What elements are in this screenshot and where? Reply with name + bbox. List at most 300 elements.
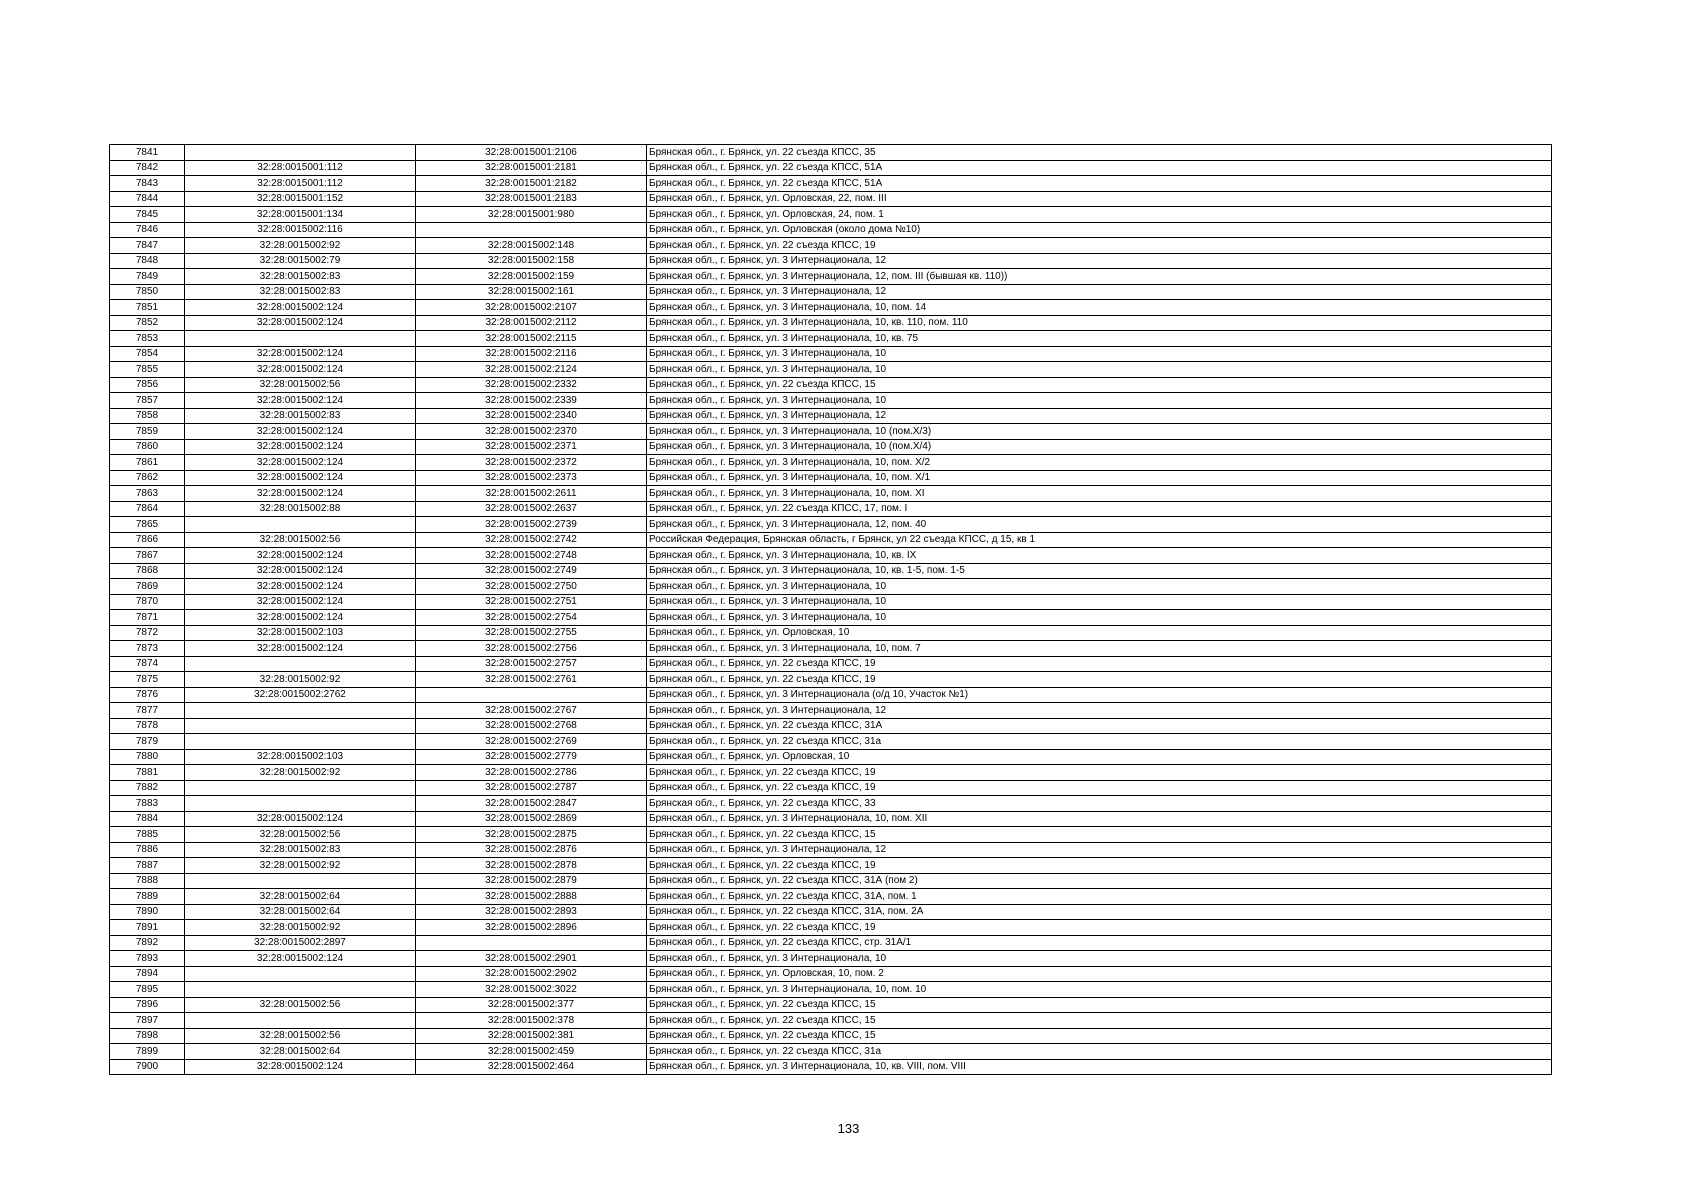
address-cell: Брянская обл., г. Брянск, ул. Орловская, 10: [647, 625, 1552, 641]
land-cadastral-number-cell: 32:28:0015002:124: [185, 346, 416, 362]
object-cadastral-number-cell: 32:28:0015002:2371: [416, 439, 647, 455]
object-cadastral-number-cell: 32:28:0015002:159: [416, 269, 647, 285]
table-row: [110, 811, 1552, 827]
address-cell: Брянская обл., г. Брянск, ул. 22 съезда КПСС, 33: [647, 796, 1552, 812]
object-cadastral-number-cell: 32:28:0015002:2751: [416, 594, 647, 610]
land-cadastral-number-cell: 32:28:0015002:124: [185, 610, 416, 626]
row-number-cell: 7845: [110, 207, 185, 223]
row-number-cell: 7884: [110, 811, 185, 827]
land-cadastral-number-cell: [185, 703, 416, 719]
land-cadastral-number-cell: [185, 780, 416, 796]
land-cadastral-number-cell: [185, 331, 416, 347]
row-number-cell: 7846: [110, 222, 185, 238]
table-row: [110, 827, 1552, 843]
row-number-cell: 7878: [110, 718, 185, 734]
address-cell: Брянская обл., г. Брянск, ул. 3 Интернационала, 10, кв. IX: [647, 548, 1552, 564]
table-row: [110, 641, 1552, 657]
table-row: [110, 734, 1552, 750]
table-row: [110, 1028, 1552, 1044]
land-cadastral-number-cell: 32:28:0015002:103: [185, 749, 416, 765]
land-cadastral-number-cell: 32:28:0015002:124: [185, 951, 416, 967]
row-number-cell: 7861: [110, 455, 185, 471]
object-cadastral-number-cell: 32:28:0015002:2768: [416, 718, 647, 734]
table-row: [110, 532, 1552, 548]
land-cadastral-number-cell: 32:28:0015002:124: [185, 393, 416, 409]
table-row: [110, 920, 1552, 936]
row-number-cell: 7873: [110, 641, 185, 657]
row-number-cell: 7896: [110, 997, 185, 1013]
land-cadastral-number-cell: 32:28:0015002:124: [185, 315, 416, 331]
row-number-cell: 7894: [110, 966, 185, 982]
address-cell: Брянская обл., г. Брянск, ул. 3 Интернационала, 10: [647, 610, 1552, 626]
row-number-cell: 7859: [110, 424, 185, 440]
land-cadastral-number-cell: 32:28:0015002:124: [185, 439, 416, 455]
table-row: [110, 145, 1552, 161]
table-row: [110, 765, 1552, 781]
table-row: [110, 1059, 1552, 1075]
land-cadastral-number-cell: 32:28:0015002:83: [185, 269, 416, 285]
row-number-cell: 7852: [110, 315, 185, 331]
object-cadastral-number-cell: 32:28:0015001:2181: [416, 160, 647, 176]
table-row: [110, 424, 1552, 440]
address-cell: Брянская обл., г. Брянск, ул. 3 Интернационала, 10, пом. XI: [647, 486, 1552, 502]
address-cell: Брянская обл., г. Брянск, ул. 3 Интернационала, 10, пом. XII: [647, 811, 1552, 827]
address-cell: Брянская обл., г. Брянск, ул. 22 съезда КПСС, 51А: [647, 160, 1552, 176]
row-number-cell: 7865: [110, 517, 185, 533]
row-number-cell: 7890: [110, 904, 185, 920]
row-number-cell: 7895: [110, 982, 185, 998]
table-row: [110, 749, 1552, 765]
row-number-cell: 7872: [110, 625, 185, 641]
address-cell: Брянская обл., г. Брянск, ул. 3 Интернационала, 12: [647, 842, 1552, 858]
address-cell: Брянская обл., г. Брянск, ул. 22 съезда КПСС, 19: [647, 780, 1552, 796]
table-row: [110, 269, 1552, 285]
object-cadastral-number-cell: [416, 935, 647, 951]
land-cadastral-number-cell: 32:28:0015002:124: [185, 563, 416, 579]
row-number-cell: 7856: [110, 377, 185, 393]
object-cadastral-number-cell: 32:28:0015002:2748: [416, 548, 647, 564]
table-row: [110, 191, 1552, 207]
table-row: [110, 873, 1552, 889]
table-row: [110, 176, 1552, 192]
address-cell: Брянская обл., г. Брянск, ул. 22 съезда КПСС, 31а: [647, 734, 1552, 750]
land-cadastral-number-cell: [185, 873, 416, 889]
table-row: [110, 1044, 1552, 1060]
row-number-cell: 7889: [110, 889, 185, 905]
address-cell: Брянская обл., г. Брянск, ул. 3 Интернационала, 10: [647, 346, 1552, 362]
object-cadastral-number-cell: 32:28:0015002:2749: [416, 563, 647, 579]
object-cadastral-number-cell: 32:28:0015002:2902: [416, 966, 647, 982]
table-row: [110, 579, 1552, 595]
row-number-cell: 7842: [110, 160, 185, 176]
table-row: [110, 594, 1552, 610]
table-row: [110, 393, 1552, 409]
land-cadastral-number-cell: [185, 1013, 416, 1029]
address-cell: Брянская обл., г. Брянск, ул. 3 Интернационала, 10, кв. 75: [647, 331, 1552, 347]
land-cadastral-number-cell: [185, 517, 416, 533]
land-cadastral-number-cell: [185, 734, 416, 750]
row-number-cell: 7887: [110, 858, 185, 874]
object-cadastral-number-cell: 32:28:0015002:2757: [416, 656, 647, 672]
land-cadastral-number-cell: 32:28:0015002:92: [185, 672, 416, 688]
land-cadastral-number-cell: 32:28:0015002:79: [185, 253, 416, 269]
row-number-cell: 7888: [110, 873, 185, 889]
object-cadastral-number-cell: 32:28:0015002:2373: [416, 470, 647, 486]
table-row: [110, 780, 1552, 796]
table-row: [110, 439, 1552, 455]
address-cell: Брянская обл., г. Брянск, ул. 3 Интернационала, 10: [647, 594, 1552, 610]
land-cadastral-number-cell: 32:28:0015002:92: [185, 765, 416, 781]
land-cadastral-number-cell: 32:28:0015002:124: [185, 811, 416, 827]
object-cadastral-number-cell: 32:28:0015002:2742: [416, 532, 647, 548]
object-cadastral-number-cell: 32:28:0015002:2370: [416, 424, 647, 440]
object-cadastral-number-cell: 32:28:0015002:2750: [416, 579, 647, 595]
address-cell: Брянская обл., г. Брянск, ул. 3 Интернационала, 10, кв. 1-5, пом. 1-5: [647, 563, 1552, 579]
address-cell: Брянская обл., г. Брянск, ул. Орловская, 22, пом. III: [647, 191, 1552, 207]
object-cadastral-number-cell: 32:28:0015002:2124: [416, 362, 647, 378]
row-number-cell: 7870: [110, 594, 185, 610]
land-cadastral-number-cell: 32:28:0015002:103: [185, 625, 416, 641]
row-number-cell: 7847: [110, 238, 185, 254]
land-cadastral-number-cell: [185, 982, 416, 998]
address-cell: Брянская обл., г. Брянск, ул. 3 Интернационала, 12, пом. III (бывшая кв. 110)): [647, 269, 1552, 285]
row-number-cell: 7891: [110, 920, 185, 936]
object-cadastral-number-cell: 32:28:0015002:2787: [416, 780, 647, 796]
page-number: 133: [837, 1121, 860, 1136]
table-row: [110, 935, 1552, 951]
object-cadastral-number-cell: 32:28:0015002:148: [416, 238, 647, 254]
address-cell: Брянская обл., г. Брянск, ул. 22 съезда КПСС, 31А (пом 2): [647, 873, 1552, 889]
object-cadastral-number-cell: 32:28:0015002:2116: [416, 346, 647, 362]
object-cadastral-number-cell: 32:28:0015002:2372: [416, 455, 647, 471]
table-row: [110, 377, 1552, 393]
row-number-cell: 7893: [110, 951, 185, 967]
address-cell: Брянская обл., г. Брянск, ул. 3 Интернационала, 10, пом. Х/2: [647, 455, 1552, 471]
table-row: [110, 207, 1552, 223]
address-cell: Брянская обл., г. Брянск, ул. 22 съезда КПСС, 35: [647, 145, 1552, 161]
address-cell: Брянская обл., г. Брянск, ул. 22 съезда КПСС, 15: [647, 827, 1552, 843]
object-cadastral-number-cell: 32:28:0015002:2847: [416, 796, 647, 812]
table-row: [110, 517, 1552, 533]
object-cadastral-number-cell: 32:28:0015002:2901: [416, 951, 647, 967]
object-cadastral-number-cell: 32:28:0015002:464: [416, 1059, 647, 1075]
land-cadastral-number-cell: 32:28:0015002:116: [185, 222, 416, 238]
row-number-cell: 7853: [110, 331, 185, 347]
land-cadastral-number-cell: [185, 145, 416, 161]
address-cell: Брянская обл., г. Брянск, ул. 3 Интернационала, 10, кв. VIII, пом. VIII: [647, 1059, 1552, 1075]
address-cell: Брянская обл., г. Брянск, ул. 3 Интернационала, 10: [647, 393, 1552, 409]
object-cadastral-number-cell: 32:28:0015002:2786: [416, 765, 647, 781]
registry-table: [109, 144, 1552, 1075]
land-cadastral-number-cell: 32:28:0015002:124: [185, 300, 416, 316]
address-cell: Брянская обл., г. Брянск, ул. Орловская, 24, пом. 1: [647, 207, 1552, 223]
land-cadastral-number-cell: 32:28:0015002:83: [185, 284, 416, 300]
address-cell: Брянская обл., г. Брянск, ул. 22 съезда КПСС, 31А: [647, 718, 1552, 734]
object-cadastral-number-cell: 32:28:0015002:2876: [416, 842, 647, 858]
object-cadastral-number-cell: 32:28:0015002:381: [416, 1028, 647, 1044]
row-number-cell: 7898: [110, 1028, 185, 1044]
row-number-cell: 7875: [110, 672, 185, 688]
address-cell: Брянская обл., г. Брянск, ул. 22 съезда КПСС, 31А, пом. 2А: [647, 904, 1552, 920]
table-row: [110, 253, 1552, 269]
row-number-cell: 7886: [110, 842, 185, 858]
row-number-cell: 7881: [110, 765, 185, 781]
object-cadastral-number-cell: 32:28:0015002:377: [416, 997, 647, 1013]
table-row: [110, 889, 1552, 905]
row-number-cell: 7850: [110, 284, 185, 300]
table-row: [110, 486, 1552, 502]
land-cadastral-number-cell: 32:28:0015002:92: [185, 920, 416, 936]
land-cadastral-number-cell: 32:28:0015002:124: [185, 424, 416, 440]
object-cadastral-number-cell: 32:28:0015002:2756: [416, 641, 647, 657]
land-cadastral-number-cell: 32:28:0015002:92: [185, 238, 416, 254]
object-cadastral-number-cell: 32:28:0015002:2869: [416, 811, 647, 827]
row-number-cell: 7866: [110, 532, 185, 548]
land-cadastral-number-cell: [185, 796, 416, 812]
land-cadastral-number-cell: 32:28:0015002:88: [185, 501, 416, 517]
address-cell: Брянская обл., г. Брянск, ул. 22 съезда КПСС, 19: [647, 656, 1552, 672]
object-cadastral-number-cell: 32:28:0015002:2769: [416, 734, 647, 750]
land-cadastral-number-cell: 32:28:0015002:64: [185, 1044, 416, 1060]
land-cadastral-number-cell: 32:28:0015002:124: [185, 362, 416, 378]
land-cadastral-number-cell: [185, 966, 416, 982]
row-number-cell: 7879: [110, 734, 185, 750]
object-cadastral-number-cell: 32:28:0015002:2637: [416, 501, 647, 517]
row-number-cell: 7897: [110, 1013, 185, 1029]
address-cell: Брянская обл., г. Брянск, ул. Орловская, 10, пом. 2: [647, 966, 1552, 982]
row-number-cell: 7860: [110, 439, 185, 455]
address-cell: Брянская обл., г. Брянск, ул. 22 съезда КПСС, 15: [647, 377, 1552, 393]
address-cell: Брянская обл., г. Брянск, ул. Орловская, 10: [647, 749, 1552, 765]
address-cell: Брянская обл., г. Брянск, ул. 3 Интернационала, 12: [647, 703, 1552, 719]
row-number-cell: 7883: [110, 796, 185, 812]
object-cadastral-number-cell: 32:28:0015002:2767: [416, 703, 647, 719]
address-cell: Брянская обл., г. Брянск, ул. 22 съезда КПСС, 19: [647, 765, 1552, 781]
row-number-cell: 7864: [110, 501, 185, 517]
object-cadastral-number-cell: 32:28:0015002:2332: [416, 377, 647, 393]
object-cadastral-number-cell: 32:28:0015002:2112: [416, 315, 647, 331]
address-cell: Брянская обл., г. Брянск, ул. 3 Интернационала, 12, пом. 40: [647, 517, 1552, 533]
land-cadastral-number-cell: 32:28:0015001:112: [185, 176, 416, 192]
object-cadastral-number-cell: 32:28:0015002:161: [416, 284, 647, 300]
table-row: [110, 563, 1552, 579]
land-cadastral-number-cell: [185, 718, 416, 734]
address-cell: Брянская обл., г. Брянск, ул. 22 съезда КПСС, 17, пом. I: [647, 501, 1552, 517]
object-cadastral-number-cell: 32:28:0015002:2340: [416, 408, 647, 424]
row-number-cell: 7867: [110, 548, 185, 564]
row-number-cell: 7855: [110, 362, 185, 378]
address-cell: Брянская обл., г. Брянск, ул. 3 Интернационала, 10 (пом.Х/4): [647, 439, 1552, 455]
object-cadastral-number-cell: 32:28:0015002:2754: [416, 610, 647, 626]
row-number-cell: 7843: [110, 176, 185, 192]
object-cadastral-number-cell: 32:28:0015002:2339: [416, 393, 647, 409]
table-row: [110, 1013, 1552, 1029]
table-row: [110, 982, 1552, 998]
row-number-cell: 7876: [110, 687, 185, 703]
row-number-cell: 7841: [110, 145, 185, 161]
row-number-cell: 7877: [110, 703, 185, 719]
table-row: [110, 470, 1552, 486]
object-cadastral-number-cell: 32:28:0015002:3022: [416, 982, 647, 998]
land-cadastral-number-cell: 32:28:0015002:124: [185, 594, 416, 610]
row-number-cell: 7851: [110, 300, 185, 316]
address-cell: Брянская обл., г. Брянск, ул. 3 Интернационала, 10, пом. Х/1: [647, 470, 1552, 486]
row-number-cell: 7885: [110, 827, 185, 843]
row-number-cell: 7882: [110, 780, 185, 796]
table-row: [110, 222, 1552, 238]
address-cell: Брянская обл., г. Брянск, ул. 3 Интернационала (о/д 10, Участок №1): [647, 687, 1552, 703]
address-cell: Брянская обл., г. Брянск, ул. 22 съезда КПСС, 19: [647, 672, 1552, 688]
address-cell: Брянская обл., г. Брянск, ул. 22 съезда КПСС, 19: [647, 920, 1552, 936]
object-cadastral-number-cell: 32:28:0015002:2879: [416, 873, 647, 889]
table-row: [110, 362, 1552, 378]
land-cadastral-number-cell: 32:28:0015002:124: [185, 641, 416, 657]
address-cell: Брянская обл., г. Брянск, ул. 3 Интернационала, 10, пом. 14: [647, 300, 1552, 316]
object-cadastral-number-cell: 32:28:0015002:2779: [416, 749, 647, 765]
land-cadastral-number-cell: 32:28:0015002:92: [185, 858, 416, 874]
table-row: [110, 966, 1552, 982]
table-row: [110, 346, 1552, 362]
address-cell: Брянская обл., г. Брянск, ул. 22 съезда КПСС, 15: [647, 997, 1552, 1013]
row-number-cell: 7868: [110, 563, 185, 579]
object-cadastral-number-cell: 32:28:0015002:2893: [416, 904, 647, 920]
object-cadastral-number-cell: 32:28:0015002:378: [416, 1013, 647, 1029]
row-number-cell: 7854: [110, 346, 185, 362]
row-number-cell: 7880: [110, 749, 185, 765]
address-cell: Брянская обл., г. Брянск, ул. 3 Интернационала, 12: [647, 408, 1552, 424]
address-cell: Брянская обл., г. Брянск, ул. 22 съезда КПСС, 15: [647, 1028, 1552, 1044]
object-cadastral-number-cell: 32:28:0015001:2183: [416, 191, 647, 207]
address-cell: Брянская обл., г. Брянск, ул. 3 Интернационала, 10, пом. 10: [647, 982, 1552, 998]
address-cell: Брянская обл., г. Брянск, ул. 3 Интернационала, 10: [647, 362, 1552, 378]
object-cadastral-number-cell: 32:28:0015002:2761: [416, 672, 647, 688]
row-number-cell: 7849: [110, 269, 185, 285]
table-row: [110, 625, 1552, 641]
table-row: [110, 997, 1552, 1013]
address-cell: Брянская обл., г. Брянск, ул. 3 Интернационала, 10: [647, 951, 1552, 967]
land-cadastral-number-cell: 32:28:0015002:56: [185, 377, 416, 393]
row-number-cell: 7874: [110, 656, 185, 672]
object-cadastral-number-cell: 32:28:0015001:980: [416, 207, 647, 223]
table-row: [110, 703, 1552, 719]
table-row: [110, 672, 1552, 688]
table-row: [110, 315, 1552, 331]
land-cadastral-number-cell: 32:28:0015002:124: [185, 548, 416, 564]
row-number-cell: 7858: [110, 408, 185, 424]
land-cadastral-number-cell: 32:28:0015002:124: [185, 579, 416, 595]
table-row: [110, 796, 1552, 812]
table-row: [110, 718, 1552, 734]
table-row: [110, 687, 1552, 703]
table-row: [110, 501, 1552, 517]
row-number-cell: 7844: [110, 191, 185, 207]
row-number-cell: 7899: [110, 1044, 185, 1060]
address-cell: Брянская обл., г. Брянск, ул. 22 съезда КПСС, 19: [647, 858, 1552, 874]
address-cell: Брянская обл., г. Брянск, ул. 22 съезда КПСС, 19: [647, 238, 1552, 254]
object-cadastral-number-cell: 32:28:0015002:2755: [416, 625, 647, 641]
object-cadastral-number-cell: 32:28:0015002:2896: [416, 920, 647, 936]
table-row: [110, 951, 1552, 967]
land-cadastral-number-cell: 32:28:0015001:134: [185, 207, 416, 223]
land-cadastral-number-cell: 32:28:0015002:64: [185, 889, 416, 905]
table-row: [110, 610, 1552, 626]
land-cadastral-number-cell: 32:28:0015002:124: [185, 1059, 416, 1075]
row-number-cell: 7892: [110, 935, 185, 951]
land-cadastral-number-cell: 32:28:0015002:2897: [185, 935, 416, 951]
object-cadastral-number-cell: 32:28:0015002:158: [416, 253, 647, 269]
land-cadastral-number-cell: [185, 656, 416, 672]
address-cell: Брянская обл., г. Брянск, ул. 22 съезда КПСС, 31а: [647, 1044, 1552, 1060]
table-row: [110, 331, 1552, 347]
object-cadastral-number-cell: 32:28:0015002:2107: [416, 300, 647, 316]
object-cadastral-number-cell: 32:28:0015001:2182: [416, 176, 647, 192]
address-cell: Брянская обл., г. Брянск, ул. 3 Интернационала, 10, пом. 7: [647, 641, 1552, 657]
address-cell: Брянская обл., г. Брянск, ул. 3 Интернационала, 12: [647, 253, 1552, 269]
land-cadastral-number-cell: 32:28:0015002:124: [185, 470, 416, 486]
table-row: [110, 408, 1552, 424]
row-number-cell: 7871: [110, 610, 185, 626]
address-cell: Брянская обл., г. Брянск, ул. 22 съезда КПСС, 15: [647, 1013, 1552, 1029]
row-number-cell: 7869: [110, 579, 185, 595]
row-number-cell: 7862: [110, 470, 185, 486]
address-cell: Брянская обл., г. Брянск, ул. 3 Интернационала, 10: [647, 579, 1552, 595]
address-cell: Российская Федерация, Брянская область, г Брянск, ул 22 съезда КПСС, д 15, кв 1: [647, 532, 1552, 548]
land-cadastral-number-cell: 32:28:0015002:124: [185, 455, 416, 471]
table-row: [110, 858, 1552, 874]
table-row: [110, 160, 1552, 176]
object-cadastral-number-cell: 32:28:0015002:2878: [416, 858, 647, 874]
row-number-cell: 7848: [110, 253, 185, 269]
land-cadastral-number-cell: 32:28:0015002:56: [185, 532, 416, 548]
address-cell: Брянская обл., г. Брянск, ул. 3 Интернационала, 12: [647, 284, 1552, 300]
object-cadastral-number-cell: 32:28:0015002:2611: [416, 486, 647, 502]
land-cadastral-number-cell: 32:28:0015001:152: [185, 191, 416, 207]
land-cadastral-number-cell: 32:28:0015001:112: [185, 160, 416, 176]
land-cadastral-number-cell: 32:28:0015002:124: [185, 486, 416, 502]
table-row: [110, 455, 1552, 471]
land-cadastral-number-cell: 32:28:0015002:56: [185, 1028, 416, 1044]
table-row: [110, 300, 1552, 316]
row-number-cell: 7863: [110, 486, 185, 502]
row-number-cell: 7857: [110, 393, 185, 409]
land-cadastral-number-cell: 32:28:0015002:64: [185, 904, 416, 920]
address-cell: Брянская обл., г. Брянск, ул. Орловская (около дома №10): [647, 222, 1552, 238]
land-cadastral-number-cell: 32:28:0015002:83: [185, 408, 416, 424]
address-cell: Брянская обл., г. Брянск, ул. 22 съезда КПСС, 31А, пом. 1: [647, 889, 1552, 905]
object-cadastral-number-cell: 32:28:0015002:2888: [416, 889, 647, 905]
object-cadastral-number-cell: 32:28:0015001:2106: [416, 145, 647, 161]
address-cell: Брянская обл., г. Брянск, ул. 3 Интернационала, 10 (пом.Х/3): [647, 424, 1552, 440]
table-row: [110, 904, 1552, 920]
address-cell: Брянская обл., г. Брянск, ул. 22 съезда КПСС, 51А: [647, 176, 1552, 192]
table-row: [110, 284, 1552, 300]
object-cadastral-number-cell: 32:28:0015002:459: [416, 1044, 647, 1060]
land-cadastral-number-cell: 32:28:0015002:56: [185, 997, 416, 1013]
object-cadastral-number-cell: 32:28:0015002:2875: [416, 827, 647, 843]
address-cell: Брянская обл., г. Брянск, ул. 22 съезда КПСС, стр. 31А/1: [647, 935, 1552, 951]
land-cadastral-number-cell: 32:28:0015002:56: [185, 827, 416, 843]
row-number-cell: 7900: [110, 1059, 185, 1075]
land-cadastral-number-cell: 32:28:0015002:2762: [185, 687, 416, 703]
table-row: [110, 842, 1552, 858]
land-cadastral-number-cell: 32:28:0015002:83: [185, 842, 416, 858]
object-cadastral-number-cell: [416, 687, 647, 703]
address-cell: Брянская обл., г. Брянск, ул. 3 Интернационала, 10, кв. 110, пом. 110: [647, 315, 1552, 331]
object-cadastral-number-cell: 32:28:0015002:2115: [416, 331, 647, 347]
table-row: [110, 238, 1552, 254]
registry-table-body: [110, 145, 1552, 1075]
object-cadastral-number-cell: 32:28:0015002:2739: [416, 517, 647, 533]
